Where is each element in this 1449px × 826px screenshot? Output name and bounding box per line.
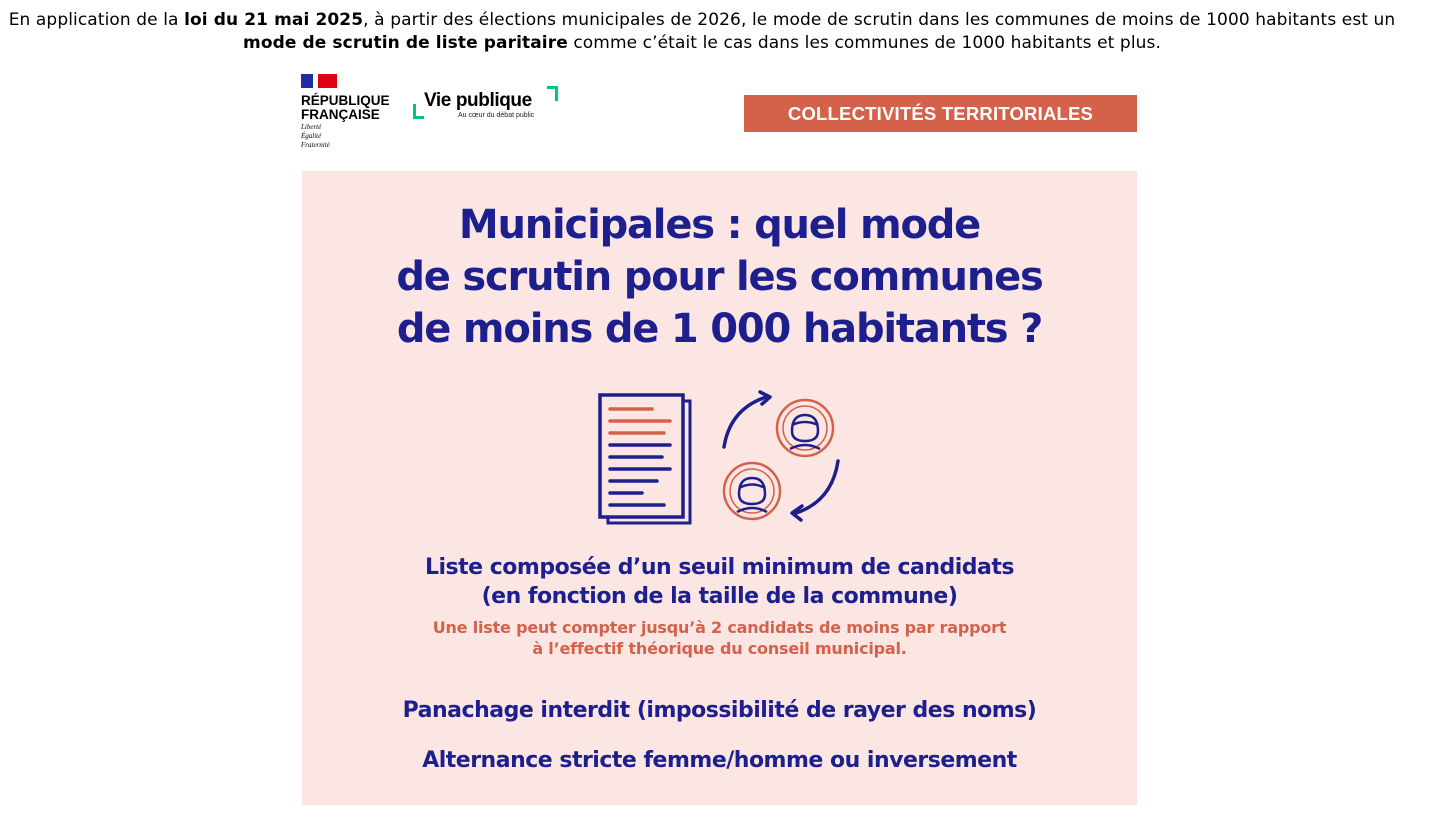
rule-alternance: Alternance stricte femme/homme ou inversement [422,748,1017,773]
republique-name-line1: RÉPUBLIQUE [301,93,390,108]
rule-panachage: Panachage interdit (impossibilité de rayer des noms) [402,698,1037,723]
category-banner: COLLECTIVITÉS TERRITORIALES [744,95,1137,132]
intro-paragraph [0,9,1404,55]
list-note-line1: Une liste peut compter jusqu’à 2 candidats de moins par rapport [432,618,1007,637]
vie-publique-name: Vie publique [424,90,532,111]
list-composition-note [302,617,1137,659]
republique-motto [301,123,330,150]
poster-title-line3: de moins de 1 000 habitants ? [396,306,1043,352]
intro-text-2: , à partir des élections municipales de 2026, le mode de scrutin dans les communes de moins de 1000 habitants est un [363,10,1396,30]
republique-francaise-logo [301,74,401,158]
list-note-line2: à l’effectif théorique du conseil municipal. [532,639,907,658]
motto-liberte: Liberté [301,123,322,131]
intro-law-reference: loi du 21 mai 2025 [184,10,364,30]
poster-panel [302,171,1137,805]
intro-text-1: En application de la [8,10,185,30]
poster-title-line2: de scrutin pour les communes [396,254,1043,300]
list-composition-heading [302,553,1137,611]
vie-publique-logo [413,86,558,124]
poster-title [302,199,1137,355]
list-heading-line1: Liste composée d’un seuil minimum de candidats [424,555,1014,580]
french-flag-icon [301,74,337,88]
motto-egalite: Égalité [301,132,322,140]
candidate-avatar-icon [724,463,780,519]
voting-illustration [302,389,1137,529]
republique-name-line2: FRANÇAISE [301,107,380,122]
vie-publique-tagline: Au cœur du débat public [458,112,535,119]
list-heading-line2: (en fonction de la taille de la commune) [481,584,958,609]
republique-francaise-name [301,94,390,122]
bracket-right-icon [547,86,558,101]
ballot-list-icon [600,395,690,523]
candidate-avatar-icon [777,400,833,456]
bracket-left-icon [413,104,424,119]
motto-fraternite: Fraternité [301,141,330,149]
intro-text-3: comme c’était le cas dans les communes de 1000 habitants et plus. [567,33,1161,53]
poster-title-line1: Municipales : quel mode [458,202,981,248]
intro-voting-mode: mode de scrutin de liste paritaire [243,33,568,53]
